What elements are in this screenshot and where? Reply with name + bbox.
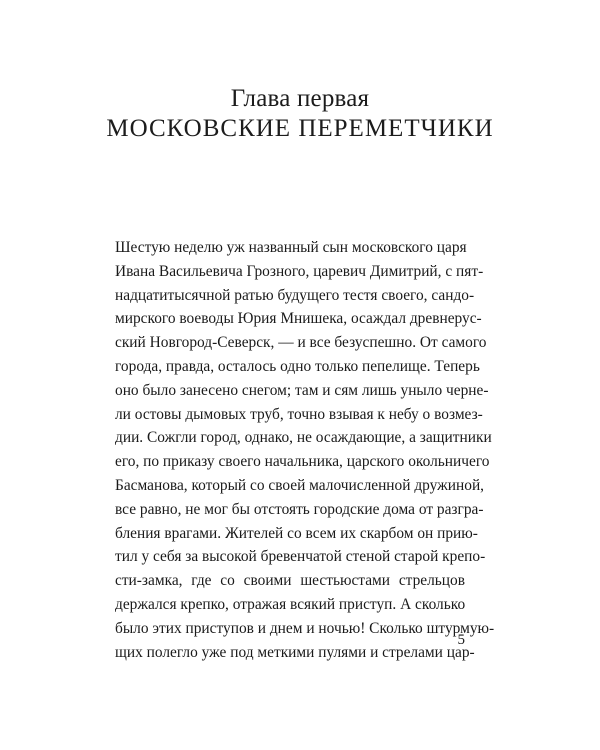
text-line: щих полегло уже под меткими пулями и стрелами цар- — [115, 643, 475, 661]
chapter-number: Глава первая — [230, 85, 370, 112]
text-line: все равно, не мог бы отстоять городские дома от разгра- — [115, 500, 484, 518]
text-line: Ивана Васильевича Грозного, царевич Димитрий, с пят- — [115, 262, 484, 280]
text-line: его, по приказу своего начальника, царского окольничего — [115, 453, 490, 471]
text-line: сти-замка, где со своими шестьюстами стрельцов — [115, 572, 465, 590]
text-line: бления врагами. Жителей со всем их скарбом он прию- — [115, 524, 478, 542]
text-line: было этих приступов и днем и ночью! Сколько штурмую- — [115, 619, 495, 637]
chapter-title: МОСКОВСКИЕ ПЕРЕМЕТЧИКИ — [106, 115, 494, 142]
text-line: ский Новгород-Северск, — и все безуспешно. От самого — [115, 334, 487, 352]
text-line: надцатитысячной ратью будущего тестя своего, сандо- — [115, 286, 475, 304]
chapter-body-text — [115, 236, 495, 664]
text-line: дии. Сожгли город, однако, не осаждающие, а защитники — [115, 429, 492, 447]
text-line: Шестую неделю уж названный сын московского царя — [115, 239, 467, 256]
text-line: мирского воеводы Юрия Мнишека, осаждал древнерус- — [115, 310, 482, 328]
text-line: тил у себя за высокой бревенчатой стеной старой крепо- — [115, 548, 486, 566]
page-number: 5 — [457, 632, 465, 648]
text-line: оно было занесено снегом; там и сям лишь уныло черне- — [115, 381, 489, 399]
text-line: города, правда, осталось одно только пепелище. Теперь — [115, 357, 480, 375]
text-line: ли остовы дымовых труб, точно взывая к небу о возмез- — [115, 405, 483, 423]
text-line: держался крепко, отражая всякий приступ. А сколько — [115, 595, 466, 613]
text-line: Басманова, который со своей малочисленной дружиной, — [115, 476, 485, 494]
chapter-heading — [0, 84, 600, 144]
